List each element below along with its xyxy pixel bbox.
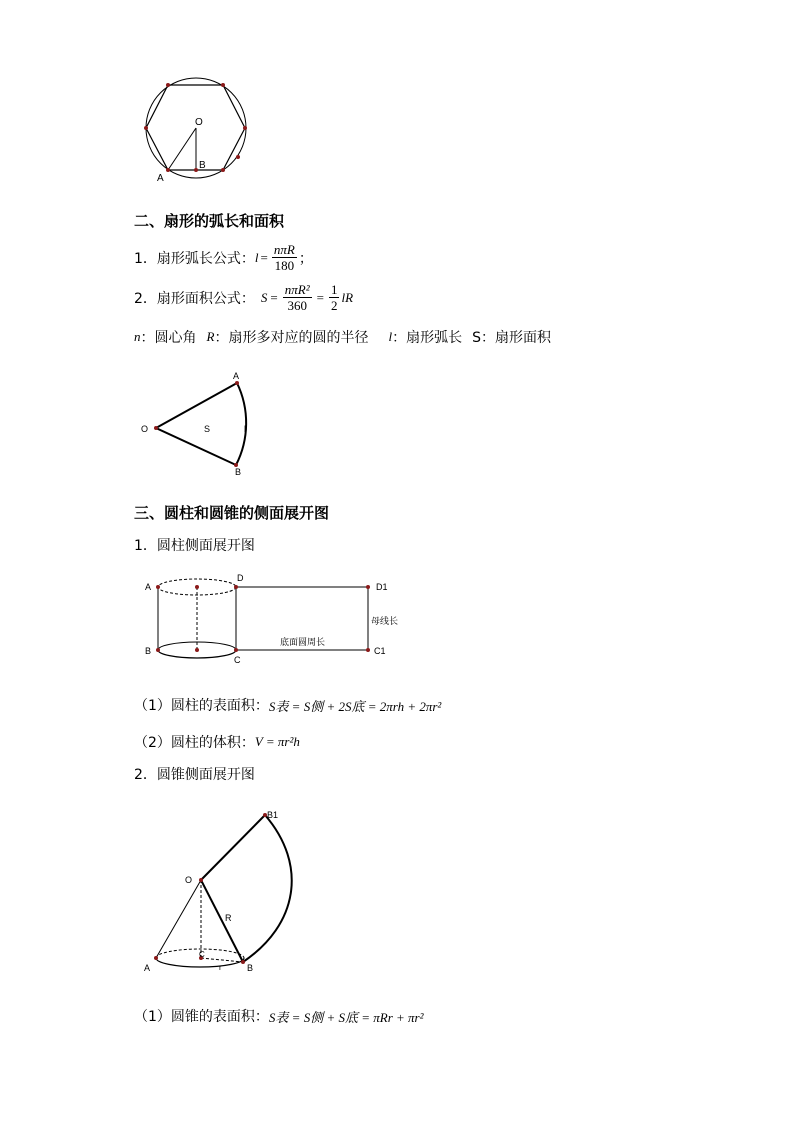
label-o: O bbox=[195, 117, 203, 128]
sector-area-label: 2．扇形面积公式： bbox=[134, 290, 255, 307]
sector-area-fraction bbox=[283, 282, 312, 313]
cyl-label-d: D bbox=[237, 573, 244, 583]
cone-slant-oa bbox=[156, 880, 201, 958]
cylinder-subheading: 1．圆柱侧面展开图 bbox=[134, 538, 255, 554]
half-fraction bbox=[329, 282, 340, 313]
section2-heading: 二、扇形的弧长和面积 bbox=[134, 212, 285, 230]
cone-sector-arc bbox=[243, 815, 292, 962]
cylinder-volume bbox=[134, 732, 300, 752]
cyl-area-label: （1）圆柱的表面积： bbox=[134, 698, 269, 714]
arc-length-formula bbox=[134, 242, 313, 273]
sector-area-eq2: = bbox=[316, 289, 324, 305]
cyl-label-c: C bbox=[234, 655, 241, 665]
cone-subheading: 2．圆锥侧面展开图 bbox=[134, 767, 255, 783]
radius-oa bbox=[168, 128, 196, 170]
cone-area-label: （1）圆锥的表面积： bbox=[134, 1009, 269, 1025]
arc-length-eq: = bbox=[260, 249, 268, 265]
legend-r-text: ：扇形多对应的圆的半径 bbox=[214, 330, 369, 346]
cone-label-a: A bbox=[144, 963, 151, 973]
label-a: A bbox=[157, 173, 164, 184]
cone-points bbox=[154, 813, 267, 964]
symbol-legend bbox=[134, 327, 551, 347]
sector-shape bbox=[156, 383, 246, 465]
arc-length-numerator: nπR bbox=[273, 242, 295, 257]
arc-length-label: 1．扇形弧长公式： bbox=[134, 250, 255, 267]
legend-l-text: ：扇形弧长 bbox=[392, 330, 463, 346]
cyl-label-side: 母线长 bbox=[371, 616, 399, 626]
cone-area-formula: S表 = S侧 + S底 = πRr + πr² bbox=[268, 1009, 424, 1025]
label-b: B bbox=[199, 160, 206, 171]
cyl-label-base: 底面圆周长 bbox=[280, 637, 326, 647]
arc-length-denominator: 180 bbox=[274, 258, 295, 273]
sector-area-tail: lR bbox=[341, 289, 354, 305]
cyl-label-d1: D1 bbox=[376, 582, 388, 592]
sector-area-eq1: = bbox=[270, 289, 278, 305]
sector-area-formula bbox=[134, 282, 353, 313]
cone-slant-ob1 bbox=[201, 815, 265, 880]
cone-label-b: B bbox=[247, 963, 254, 973]
cylinder-figure bbox=[140, 570, 410, 665]
cone-base-radius bbox=[201, 958, 243, 962]
cyl-label-c1: C1 bbox=[374, 646, 386, 656]
cone-slant-ob bbox=[201, 880, 243, 962]
cone-label-r-small: r bbox=[219, 963, 222, 972]
cyl-area-formula: S表 = S侧 + 2S底 = 2πrh + 2πr² bbox=[268, 698, 442, 714]
cone-figure bbox=[138, 805, 308, 980]
cyl-label-b: B bbox=[145, 646, 152, 656]
legend-s-text: S：扇形面积 bbox=[472, 330, 551, 346]
half-denominator: 2 bbox=[330, 298, 338, 313]
sector-area-lhs: S bbox=[260, 289, 268, 305]
sector-label-l: l bbox=[244, 424, 246, 434]
cone-surface-area bbox=[134, 1006, 424, 1026]
sector-area-numerator: nπR² bbox=[284, 282, 310, 297]
sector-label-b: B bbox=[235, 467, 242, 477]
legend-r: R bbox=[206, 329, 215, 344]
cone-label-b1: B1 bbox=[267, 810, 279, 820]
legend-n: n bbox=[134, 329, 141, 344]
half-numerator: 1 bbox=[330, 282, 338, 297]
cylinder-surface-area bbox=[134, 695, 441, 715]
sector-area-denominator: 360 bbox=[287, 298, 307, 313]
section3-heading: 三、圆柱和圆锥的侧面展开图 bbox=[134, 504, 330, 522]
sector-label-o: O bbox=[141, 424, 149, 434]
legend-n-text: ：圆心角 bbox=[140, 330, 197, 346]
cone-label-r-big: R bbox=[225, 913, 232, 923]
cyl-vol-formula: V = πr²h bbox=[254, 734, 300, 749]
legend-l: l bbox=[388, 329, 393, 344]
arc-length-lhs: l bbox=[254, 249, 259, 265]
cyl-vol-label: （2）圆柱的体积： bbox=[134, 735, 255, 751]
cyl-label-a: A bbox=[145, 582, 152, 592]
arc-length-fraction bbox=[272, 242, 297, 273]
cone-label-o: O bbox=[185, 875, 193, 885]
hexagon-circle-figure bbox=[135, 75, 255, 190]
sector-points bbox=[154, 381, 239, 467]
sector-label-s: S bbox=[204, 424, 211, 434]
cone-label-c: C bbox=[199, 950, 205, 959]
sector-figure bbox=[138, 368, 268, 478]
sector-label-a: A bbox=[233, 371, 240, 381]
arc-length-end: ； bbox=[298, 250, 313, 267]
